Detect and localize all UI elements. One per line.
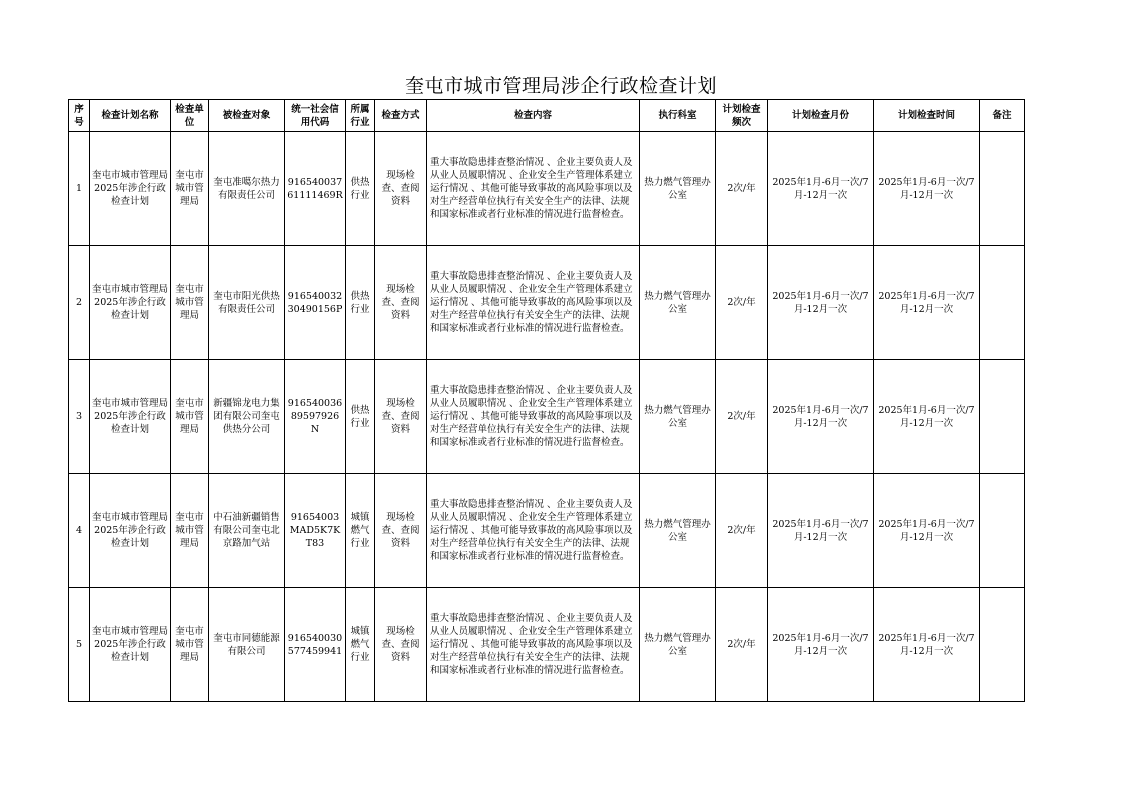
- col-header-plan: 检查计划名称: [90, 100, 171, 132]
- cell-freq: 2次/年: [716, 588, 768, 702]
- cell-code: 916540030577459941: [285, 588, 346, 702]
- cell-code: 91654003761111469R: [285, 132, 346, 246]
- col-header-freq: 计划检查频次: [716, 100, 768, 132]
- cell-plan: 奎屯市城市管理局2025年涉企行政检查计划: [90, 246, 171, 360]
- cell-unit: 奎屯市城市管理局: [171, 132, 209, 246]
- cell-no: 1: [69, 132, 90, 246]
- cell-content: 重大事故隐患排查整治情况 、企业主要负责人及从业人员履职情况 、企业安全生产管理体系建立运行情况 、其他可能导致事故的高风险事项以及对生产经营单位执行有关安全生产的法律、法规和国家标准或者行业标准的情况进行监督检查。: [427, 132, 640, 246]
- cell-dept: 热力燃气管理办公室: [640, 360, 716, 474]
- cell-content: 重大事故隐患排查整治情况 、企业主要负责人及从业人员履职情况 、企业安全生产管理体系建立运行情况 、其他可能导致事故的高风险事项以及对生产经营单位执行有关安全生产的法律、法规和国家标准或者行业标准的情况进行监督检查。: [427, 360, 640, 474]
- cell-plan: 奎屯市城市管理局2025年涉企行政检查计划: [90, 132, 171, 246]
- cell-time: 2025年1月-6月一次/7月-12月一次: [874, 474, 980, 588]
- cell-note: [980, 246, 1025, 360]
- col-header-dept: 执行科室: [640, 100, 716, 132]
- cell-content: 重大事故隐患排查整治情况 、企业主要负责人及从业人员履职情况 、企业安全生产管理体系建立运行情况 、其他可能导致事故的高风险事项以及对生产经营单位执行有关安全生产的法律、法规和国家标准或者行业标准的情况进行监督检查。: [427, 588, 640, 702]
- inspection-plan-table: [68, 99, 1025, 702]
- cell-code: 91654003MAD5K7KT83: [285, 474, 346, 588]
- cell-industry: 供热行业: [346, 246, 375, 360]
- cell-dept: 热力燃气管理办公室: [640, 132, 716, 246]
- cell-plan: 奎屯市城市管理局2025年涉企行政检查计划: [90, 360, 171, 474]
- cell-note: [980, 132, 1025, 246]
- col-header-industry: 所属行业: [346, 100, 375, 132]
- cell-month: 2025年1月-6月一次/7月-12月一次: [768, 474, 874, 588]
- cell-target: 中石油新疆销售有限公司奎屯北京路加气站: [209, 474, 285, 588]
- cell-code: 91654003689597926N: [285, 360, 346, 474]
- table-row: [69, 246, 1025, 360]
- cell-freq: 2次/年: [716, 246, 768, 360]
- cell-industry: 供热行业: [346, 360, 375, 474]
- cell-month: 2025年1月-6月一次/7月-12月一次: [768, 360, 874, 474]
- col-header-unit: 检查单位: [171, 100, 209, 132]
- cell-dept: 热力燃气管理办公室: [640, 588, 716, 702]
- cell-note: [980, 474, 1025, 588]
- cell-dept: 热力燃气管理办公室: [640, 246, 716, 360]
- cell-dept: 热力燃气管理办公室: [640, 474, 716, 588]
- table-row: [69, 588, 1025, 702]
- col-header-content: 检查内容: [427, 100, 640, 132]
- table-header-row: [69, 100, 1025, 132]
- cell-time: 2025年1月-6月一次/7月-12月一次: [874, 360, 980, 474]
- col-header-code: 统一社会信用代码: [285, 100, 346, 132]
- cell-unit: 奎屯市城市管理局: [171, 246, 209, 360]
- cell-freq: 2次/年: [716, 360, 768, 474]
- cell-no: 3: [69, 360, 90, 474]
- cell-time: 2025年1月-6月一次/7月-12月一次: [874, 132, 980, 246]
- cell-method: 现场检查、查阅资料: [375, 474, 427, 588]
- cell-industry: 城镇燃气行业: [346, 588, 375, 702]
- cell-unit: 奎屯市城市管理局: [171, 588, 209, 702]
- cell-time: 2025年1月-6月一次/7月-12月一次: [874, 246, 980, 360]
- cell-no: 4: [69, 474, 90, 588]
- cell-target: 奎屯准噶尔热力有限责任公司: [209, 132, 285, 246]
- cell-no: 2: [69, 246, 90, 360]
- cell-freq: 2次/年: [716, 132, 768, 246]
- cell-method: 现场检查、查阅资料: [375, 132, 427, 246]
- table-row: [69, 132, 1025, 246]
- cell-unit: 奎屯市城市管理局: [171, 474, 209, 588]
- cell-code: 91654003230490156P: [285, 246, 346, 360]
- col-header-method: 检查方式: [375, 100, 427, 132]
- cell-method: 现场检查、查阅资料: [375, 588, 427, 702]
- cell-industry: 供热行业: [346, 132, 375, 246]
- cell-unit: 奎屯市城市管理局: [171, 360, 209, 474]
- cell-month: 2025年1月-6月一次/7月-12月一次: [768, 246, 874, 360]
- cell-note: [980, 360, 1025, 474]
- col-header-no: 序号: [69, 100, 90, 132]
- cell-target: 奎屯市阳光供热有限责任公司: [209, 246, 285, 360]
- col-header-target: 被检查对象: [209, 100, 285, 132]
- cell-target: 新疆锦龙电力集团有限公司奎屯供热分公司: [209, 360, 285, 474]
- cell-month: 2025年1月-6月一次/7月-12月一次: [768, 132, 874, 246]
- table-row: [69, 474, 1025, 588]
- cell-time: 2025年1月-6月一次/7月-12月一次: [874, 588, 980, 702]
- page-title: 奎屯市城市管理局涉企行政检查计划: [404, 75, 717, 97]
- col-header-note: 备注: [980, 100, 1025, 132]
- table-row: [69, 360, 1025, 474]
- cell-target: 奎屯市同德能源有限公司: [209, 588, 285, 702]
- cell-month: 2025年1月-6月一次/7月-12月一次: [768, 588, 874, 702]
- cell-industry: 城镇燃气行业: [346, 474, 375, 588]
- cell-plan: 奎屯市城市管理局2025年涉企行政检查计划: [90, 474, 171, 588]
- cell-note: [980, 588, 1025, 702]
- cell-method: 现场检查、查阅资料: [375, 360, 427, 474]
- cell-freq: 2次/年: [716, 474, 768, 588]
- cell-no: 5: [69, 588, 90, 702]
- cell-plan: 奎屯市城市管理局2025年涉企行政检查计划: [90, 588, 171, 702]
- col-header-time: 计划检查时间: [874, 100, 980, 132]
- cell-method: 现场检查、查阅资料: [375, 246, 427, 360]
- cell-content: 重大事故隐患排查整治情况 、企业主要负责人及从业人员履职情况 、企业安全生产管理体系建立运行情况 、其他可能导致事故的高风险事项以及对生产经营单位执行有关安全生产的法律、法规和国家标准或者行业标准的情况进行监督检查。: [427, 474, 640, 588]
- col-header-month: 计划检查月份: [768, 100, 874, 132]
- cell-content: 重大事故隐患排查整治情况 、企业主要负责人及从业人员履职情况 、企业安全生产管理体系建立运行情况 、其他可能导致事故的高风险事项以及对生产经营单位执行有关安全生产的法律、法规和国家标准或者行业标准的情况进行监督检查。: [427, 246, 640, 360]
